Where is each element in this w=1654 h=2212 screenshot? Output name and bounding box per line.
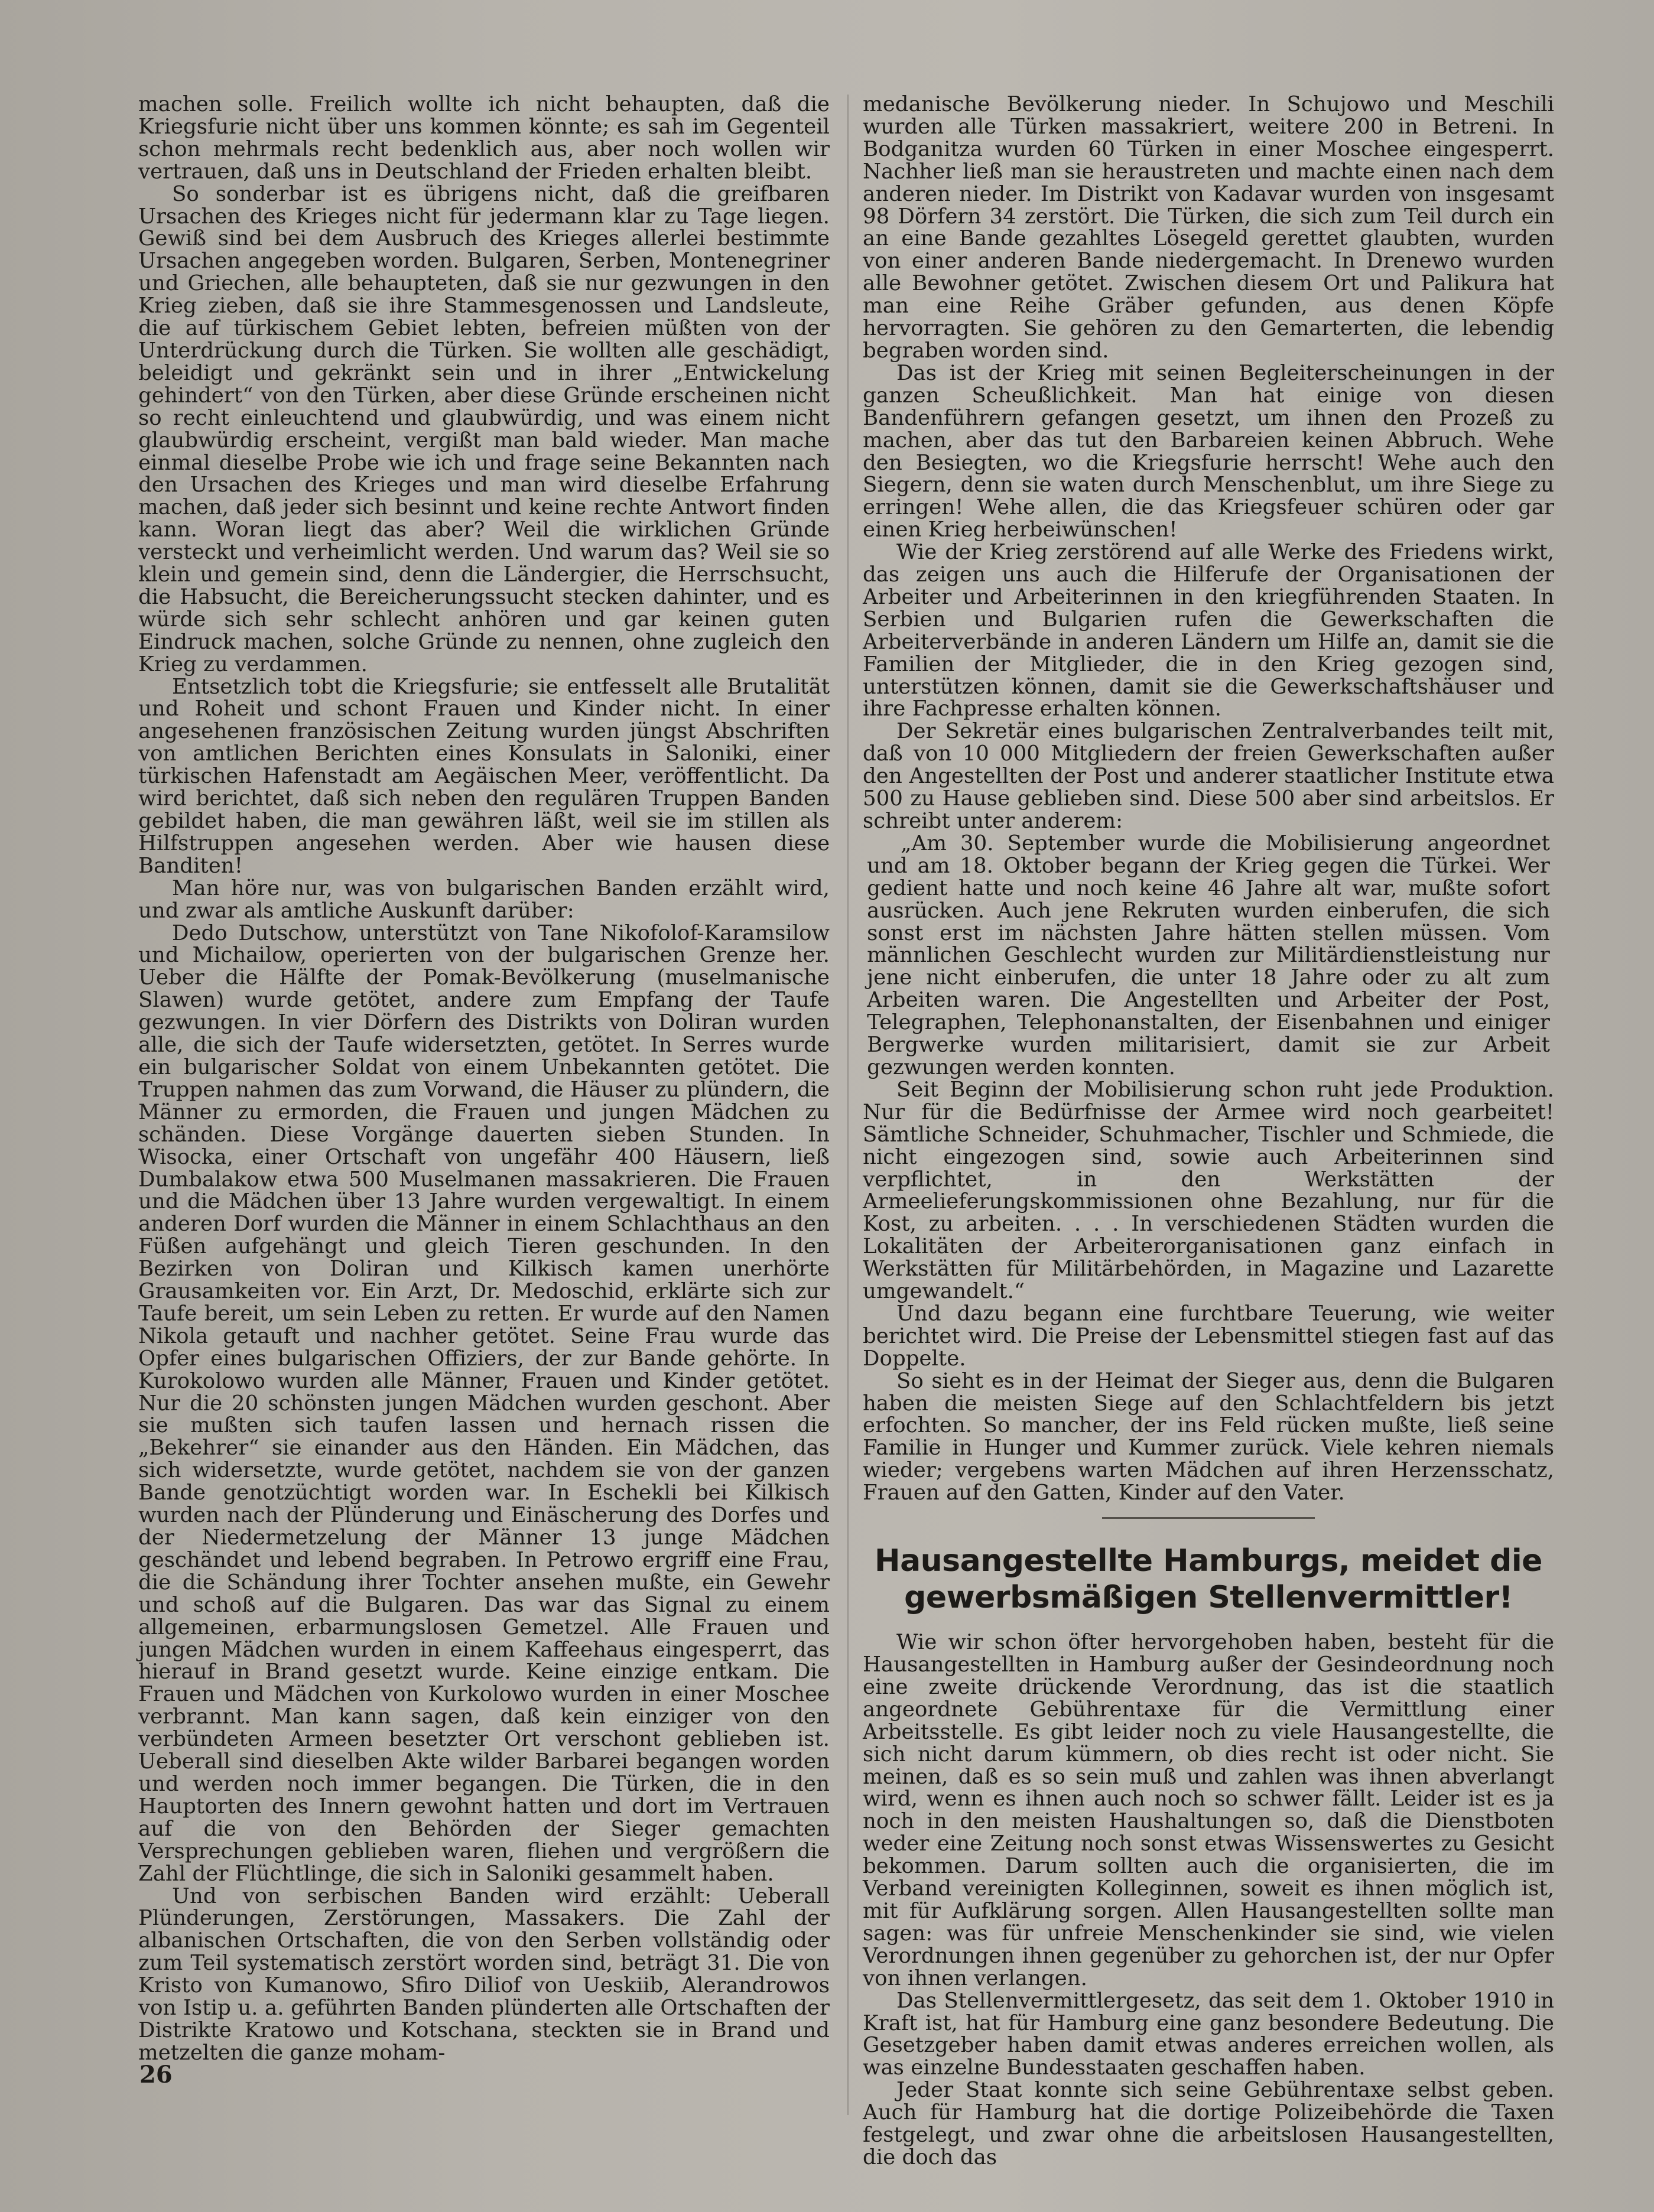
section-divider: [1102, 1517, 1315, 1519]
article-headline: Hausangestellte Hamburgs, meidet die gewerbsmäßigen Stellenvermittler!: [875, 1543, 1542, 1616]
paragraph: Entsetzlich tobt die Kriegsfurie; sie entfesselt alle Brutalität und Roheit und schont Frauen und Kinder nicht. In einer angesehenen französischen Zeitung wurden jüngst Abschriften von amtlichen Berichten eines Konsulats in Saloniki, einer türkischen Hafenstadt am Aegäischen Meer, veröffentlicht. Da wird berichtet, daß sich neben den regulären Truppen Banden gebildet haben, die man gewähren läßt, weil sie im stillen als Hilfstruppen angesehen werden. Aber wie hausen diese Banditen!: [138, 674, 830, 878]
right-column: [863, 92, 1554, 2169]
paragraph: machen solle. Freilich wollte ich nicht behaupten, daß die Kriegsfurie nicht über uns kommen könnte; es sah im Gegenteil schon mehrmals recht bedenklich aus, aber noch wollen wir vertrauen, daß uns in Deutschland der Frieden erhalten bleibt.: [138, 92, 830, 184]
paragraph: Der Sekretär eines bulgarischen Zentralverbandes teilt mit, daß von 10 000 Mitgliedern der freien Gewerkschaften außer den Angestellten der Post und anderer staatlicher Institute etwa 500 zu Hause geblieben sind. Diese 500 aber sind arbeitslos. Er schreibt unter anderem:: [863, 719, 1554, 833]
paragraph: Das ist der Krieg mit seinen Begleiterscheinungen in der ganzen Scheußlichkeit. Man hat einige von diesen Bandenführern gefangen gesetzt, um ihnen den Prozeß zu machen, aber das tut den Barbareien keinen Abbruch. Wehe den Besiegten, wo die Kriegsfurie herrscht! Wehe auch den Siegern, denn sie waten durch Menschenblut, um ihre Siege zu erringen! Wehe allen, die das Kriegsfeuer schüren oder gar einen Krieg herbeiwünschen!: [863, 360, 1554, 542]
paragraph: So sonderbar ist es übrigens nicht, daß die greifbaren Ursachen des Krieges nicht für jedermann klar zu Tage liegen. Gewiß sind bei dem Ausbruch des Krieges allerlei bestimmte Ursachen angegeben worden. Bulgaren, Serben, Montenegriner und Griechen, alle behaupteten, daß sie nur gezwungen in den Krieg zieben, daß sie ihre Stammesgenossen und Landsleute, die auf türkischem Gebiet lebten, befreien müßten von der Unterdrückung durch die Türken. Sie wollten alle geschädigt, beleidigt und gekränkt sein und in ihrer „Entwickelung gehindert“ von den Türken, aber diese Gründe erscheinen nicht so recht einleuchtend und glaubwürdig, und was einem nicht glaubwürdig erscheint, vergißt man bald wieder. Man mache einmal dieselbe Probe wie ich und frage seine Bekannten nach den Ursachen des Krieges und man wird dieselbe Erfahrung machen, daß jeder sich besinnt und keine rechte Antwort finden kann. Woran liegt das aber? Weil die wirklichen Gründe versteckt und verheimlicht werden. Und warum das? Weil sie so klein und gemein sind, denn die Ländergier, die Herrschsucht, die Habsucht, die Bereicherungssucht stecken dahinter, und es würde sich sehr schlecht anhören und gar keinen guten Eindruck machen, solche Gründe zu nennen, ohne zugleich den Krieg zu verdammen.: [138, 181, 830, 676]
article-paragraph: Jeder Staat konnte sich seine Gebührentaxe selbst geben. Auch für Hamburg hat die dortige Polizeibehörde die Taxen festgelegt, und zwar ohne die arbeitslosen Hausangestellten, die doch das: [863, 2078, 1554, 2169]
quoted-paragraph: „Am 30. September wurde die Mobilisierung angeordnet und am 18. Oktober begann der Krieg gegen die Türkei. Wer gedient hatte und noch keine 46 Jahre alt war, mußte sofort ausrücken. Auch jene Rekruten wurden einberufen, die sich sonst erst im nächsten Jahre hätten stellen müssen. Vom männlichen Geschlecht wurden zur Militärdienstleistung nur jene nicht einberufen, die unter 18 Jahre oder zu alt zum Arbeiten waren. Die Angestellten und Arbeiter der Post, Telegraphen, Telephonanstalten, der Eisenbahnen und einiger Bergwerke wurden militarisiert, damit sie zur Arbeit gezwungen werden konnten.: [867, 831, 1550, 1079]
article-paragraph: Das Stellenvermittlergesetz, das seit dem 1. Oktober 1910 in Kraft ist, hat für Hamburg eine ganz besondere Bedeutung. Die Gesetzgeber haben damit etwas anderes erreichen wollen, als was einzelne Bundesstaaten geschaffen haben.: [863, 1988, 1554, 2080]
paragraph: medanische Bevölkerung nieder. In Schujowo und Meschili wurden alle Türken massakriert, weitere 200 in Betreni. In Bodganitza wurden 60 Türken in einer Moschee eingesperrt. Nachher ließ man sie heraustreten und machte einen nach dem anderen nieder. Im Distrikt von Kadavar wurden von insgesamt 98 Dörfern 34 zerstört. Die Türken, die sich zum Teil durch ein an eine Bande gezahltes Lösegeld gerettet glaubten, wurden von einer anderen Bande niedergemacht. In Drenewo wurden alle Bewohner getötet. Zwischen diesem Ort und Palikura hat man eine Reihe Gräber gefunden, aus denen Köpfe hervorragten. Sie gehören zu den Gemarterten, die lebendig begraben worden sind.: [863, 92, 1554, 363]
column-divider: [847, 95, 849, 2115]
page-number: 26: [139, 2061, 173, 2089]
paragraph: Dedo Dutschow, unterstützt von Tane Nikofolof-Karamsilow und Michailow, operierten von der bulgarischen Grenze her. Ueber die Hälfte der Pomak-Bevölkerung (muselmanische Slawen) wurde getötet, andere zum Empfang der Taufe gezwungen. In vier Dörfern des Distrikts von Doliran wurden alle, die sich der Taufe widersetzten, getötet. In Serres wurde ein bulgarischer Soldat von einem Unbekannten getötet. Die Truppen nahmen das zum Vorwand, die Häuser zu plündern, die Männer zu ermorden, die Frauen und jungen Mädchen zu schänden. Diese Vorgänge dauerten sieben Stunden. In Wisocka, einer Ortschaft von ungefähr 400 Häusern, ließ Dumbalakow etwa 500 Muselmanen massakrieren. Die Frauen und die Mädchen über 13 Jahre wurden vergewaltigt. In einem anderen Dorf wurden die Männer in einem Schlachthaus an den Füßen aufgehängt und gleich Tieren geschunden. In den Bezirken von Doliran und Kilkisch kamen unerhörte Grausamkeiten vor. Ein Arzt, Dr. Medoschid, erklärte sich zur Taufe bereit, um sein Leben zu retten. Er wurde auf den Namen Nikola getauft und nachher getötet. Seine Frau wurde das Opfer eines bulgarischen Offiziers, der zur Bande gehörte. In Kurokolowo wurden alle Männer, Frauen und Kinder getötet. Nur die 20 schönsten jungen Mädchen wurden geschont. Aber sie mußten sich taufen lassen und hernach rissen die „Bekehrer“ sie einander aus den Händen. Ein Mädchen, das sich widersetzte, wurde getötet, nachdem sie von der ganzen Bande genotzüchtigt worden war. In Eschekli bei Kilkisch wurden nach der Plünderung und Einäscherung des Dorfes und der Niedermetzelung der Männer 13 junge Mädchen geschändet und lebend begraben. In Petrowo ergriff eine Frau, die die Schändung ihrer Tochter ansehen mußte, ein Gewehr und schoß auf die Bulgaren. Das war das Signal zu einem allgemeinen, erbarmungslosen Gemetzel. Alle Frauen und jungen Mädchen wurden in einem Kaffeehaus eingesperrt, das hierauf in Brand gesetzt wurde. Keine einzige entkam. Die Frauen und Mädchen von Kurkolowo wurden in einer Moschee verbrannt. Man kann sagen, daß kein einziger von den verbündeten Armeen besetzter Ort verschont geblieben ist. Ueberall sind dieselben Akte wilder Barbarei begangen worden und werden noch immer begangen. Die Türken, die in den Hauptorten des Innern gewohnt hatten und dort im Vertrauen auf die von den Behörden der Sieger gemachten Versprechungen geblieben waren, fliehen und vergrößern die Zahl der Flüchtlinge, die sich in Saloniki gesammelt haben.: [138, 920, 830, 1886]
paragraph: Seit Beginn der Mobilisierung schon ruht jede Produktion. Nur für die Bedürfnisse der Armee wird noch gearbeitet! Sämtliche Schneider, Schuhmacher, Tischler und Schmiede, die nicht eingezogen sind, sowie auch Arbeiterinnen sind verpflichtet, in den Werkstätten der Armeelieferungskommissionen ohne Bezahlung, nur für die Kost, zu arbeiten. . . . In verschiedenen Städten wurden die Lokalitäten der Arbeiterorganisationen ganz einfach in Werkstätten für Militärbehörden, in Magazine und Lazarette umgewandelt.“: [863, 1077, 1554, 1304]
paragraph: Man höre nur, was von bulgarischen Banden erzählt wird, und zwar als amtliche Auskunft darüber:: [138, 876, 830, 923]
article-paragraph: Wie wir schon öfter hervorgehoben haben, besteht für die Hausangestellten in Hamburg außer der Gesindeordnung noch eine zweite drückende Verordnung, das ist die staatlich angeordnete Gebührentaxe für die Vermittlung einer Arbeitsstelle. Es gibt leider noch zu viele Hausangestellte, die sich nicht darum kümmern, ob dies recht ist oder nicht. Sie meinen, daß es so sein muß und zahlen was ihnen abverlangt wird, wenn es ihnen auch noch so schwer fällt. Leider ist es ja noch in den meisten Haushaltungen so, daß die Dienstboten weder eine Zeitung noch sonst etwas Wissenswertes zu Gesicht bekommen. Darum sollten auch die organisierten, die im Verband vereinigten Kolleginnen, soweit es ihnen möglich ist, mit für Aufklärung sorgen. Allen Hausangestellten sollte man sagen: was für unfreie Menschenkinder sie sind, wie vielen Verordnungen ihnen gegenüber zu gehorchen ist, der nur Opfer von ihnen verlangen.: [863, 1630, 1554, 1990]
paragraph: Und dazu begann eine furchtbare Teuerung, wie weiter berichtet wird. Die Preise der Lebensmittel stiegen fast auf das Doppelte.: [863, 1301, 1554, 1371]
paragraph: Und von serbischen Banden wird erzählt: Ueberall Plünderungen, Zerstörungen, Massakers. Die Zahl der albanischen Ortschaften, die von den Serben vollständig oder zum Teil systematisch zerstört worden sind, beträgt 31. Die von Kristo von Kumanowo, Sfiro Diliof von Ueskiib, Alerandrowos von Istip u. a. geführten Banden plünderten alle Ortschaften der Distrikte Kratowo und Kotschana, steckten sie in Brand und metzelten die ganze moham-: [138, 1884, 830, 2065]
paragraph: So sieht es in der Heimat der Sieger aus, denn die Bulgaren haben die meisten Siege auf den Schlachtfeldern bis jetzt erfochten. So mancher, der ins Feld rücken mußte, ließ seine Familie in Hunger und Kummer zurück. Viele kehren niemals wieder; vergebens warten Mädchen auf ihren Herzensschatz, Frauen auf den Gatten, Kinder auf den Vater.: [863, 1368, 1554, 1505]
paragraph: Wie der Krieg zerstörend auf alle Werke des Friedens wirkt, das zeigen uns auch die Hilferufe der Organisationen der Arbeiter und Arbeiterinnen in den kriegführenden Staaten. In Serbien und Bulgarien rufen die Gewerkschaften die Arbeiterverbände in anderen Ländern um Hilfe an, damit sie die Familien der Mitglieder, die in den Krieg gezogen sind, unterstützen können, damit sie die Gewerkschaftshäuser und ihre Fachpresse erhalten können.: [863, 540, 1554, 721]
left-column: [138, 92, 830, 2065]
